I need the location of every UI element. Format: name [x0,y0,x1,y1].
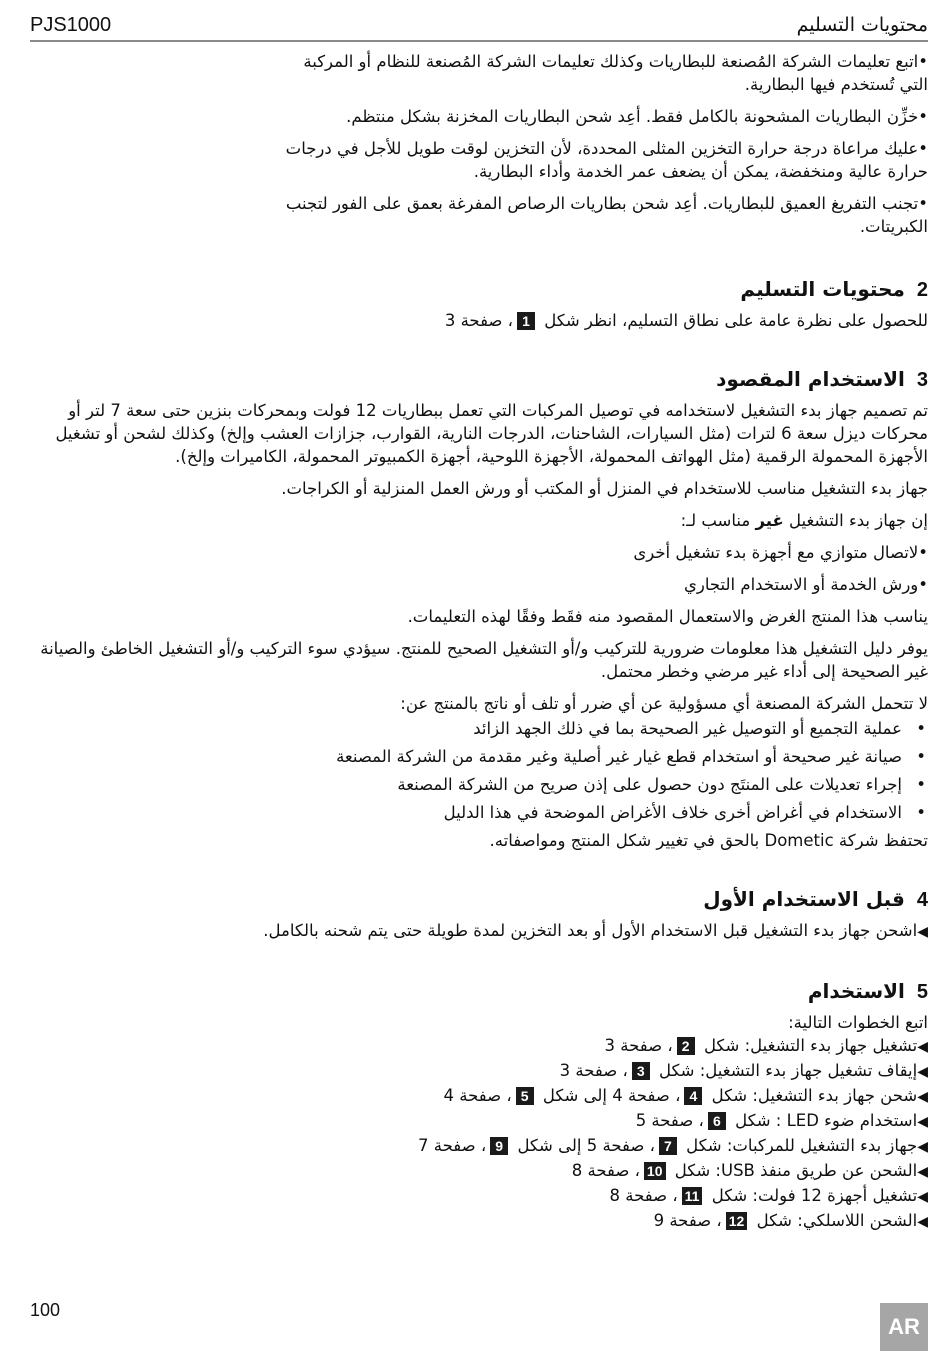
section-4-number: 4 [916,889,928,911]
figure-ref: 5 [516,1087,534,1105]
section-2-number: 2 [916,279,928,301]
step-line: ◀الشحن اللاسلكي: شكل 12، صفحة 9 [653,1211,928,1230]
intro-bullet-4b: الكبريتات. [859,217,928,236]
section-3-p2: جهاز بدء التشغيل مناسب للاستخدام في المنزل أو المكتب أو ورش العمل المنزلية أو الكراجات. [281,479,928,498]
figure-ref: 4 [684,1087,702,1105]
header-title: محتويات التسليم [796,14,928,36]
figure-ref: 9 [490,1137,508,1155]
section-5-title: الاستخدام [807,979,905,1003]
arrow-icon: ◀ [917,1064,928,1080]
step-line: ◀تشغيل أجهزة 12 فولت: شكل 11، صفحة 8 [609,1186,928,1205]
arrow-icon: ◀ [917,1139,928,1155]
section-3-p7: تحتفظ شركة Dometic بالحق في تغيير شكل المنتج ومواصفاته. [489,831,928,850]
intro-bullet-2: •خزِّن البطاريات المشحونة بالكامل فقط. أعِد شحن البطاريات المخزنة بشكل منتظم. [346,107,928,126]
section-3-number: 3 [916,369,928,391]
section-3-p3: إن جهاز بدء التشغيل غير مناسب لـ: [680,511,928,530]
figure-ref: 10 [644,1162,666,1180]
step-line: ◀الشحن عن طريق منفذ USB: شكل 10، صفحة 8 [571,1161,928,1180]
intro-bullet-1b: التي تُستخدم فيها البطارية. [744,75,928,94]
figure-ref: 7 [659,1137,677,1155]
section-5-intro: اتبع الخطوات التالية: [788,1013,928,1032]
step-line: ◀إيقاف تشغيل جهاز بدء التشغيل: شكل 3، صفحة 3 [559,1061,928,1080]
section-2 [30,276,928,332]
step-line: ◀استخدام ضوء LED : شكل 6، صفحة 5 [635,1111,928,1130]
section-3-heading [30,366,928,393]
intro-bullet-1a: •اتبع تعليمات الشركة المُصنعة للبطاريات وكذلك تعليمات الشركة المُصنعة للنظام أو المركبة [303,52,928,71]
section-2-heading [30,276,928,303]
list-item: • إجراء تعديلات على المنتَج دون حصول على إذن صريح من الشركة المصنعة [30,773,928,796]
figure-ref: 6 [708,1112,726,1130]
section-4 [30,886,928,944]
arrow-icon: ◀ [917,1089,928,1105]
section-3-p6: لا تتحمل الشركة المصنعة أي مسؤولية عن أي ضرر أو تلف أو ناتج بالمنتج عن: [400,694,928,713]
page-header [30,14,928,42]
section-4-heading [30,886,928,913]
figure-ref: 1 [517,312,535,330]
intro-bullets [30,50,928,238]
step-line: ◀شحن جهاز بدء التشغيل: شكل 4، صفحة 4 إلى شكل 5، صفحة 4 [443,1086,928,1105]
language-tab: AR [880,1303,928,1351]
arrow-icon: ◀ [917,1164,928,1180]
figure-ref: 12 [726,1212,748,1230]
arrow-icon: ◀ [917,1214,928,1230]
section-2-title: محتويات التسليم [740,277,905,301]
figure-ref: 11 [682,1187,703,1205]
step-line: ◀جهاز بدء التشغيل للمركبات: شكل 7، صفحة 5 إلى شكل 9، صفحة 7 [418,1136,928,1155]
section-3-p5: يوفر دليل التشغيل هذا معلومات ضرورية للتركيب و/أو التشغيل الصحيح للمنتج. سيؤدي سوء التركيب و/أو التشغيل الخاطئ والصيانة غير الصحيحة إلى أداء غير مرضي وخطر محتمل. [40,639,928,681]
arrow-icon: ◀ [917,1039,928,1055]
figure-ref: 2 [677,1037,695,1055]
page-content [30,50,928,1234]
section-4-step: ◀اشحن جهاز بدء التشغيل قبل الاستخدام الأول أو بعد التخزين لمدة طويلة حتى يتم شحنه بالكامل. [263,921,928,940]
section-5-number: 5 [916,981,928,1003]
step-line: ◀تشغيل جهاز بدء التشغيل: شكل 2، صفحة 3 [604,1036,928,1055]
section-2-text: للحصول على نظرة عامة على نطاق التسليم، انظر شكل 1، صفحة 3 [444,311,928,330]
list-item: • صيانة غير صحيحة أو استخدام قطع غيار غير أصلية وغير مقدمة من الشركة المصنعة [30,745,928,768]
liability-list [30,717,928,824]
section-5 [30,978,928,1234]
section-5-heading [30,978,928,1005]
intro-bullet-3b: حرارة عالية ومنخفضة، يمكن أن يضعف عمر الخدمة وأداء البطارية. [473,162,928,181]
section-3-list-2: •ورش الخدمة أو الاستخدام التجاري [683,575,928,594]
arrow-icon: ◀ [917,1114,928,1130]
section-3 [30,366,928,852]
section-4-title: قبل الاستخدام الأول [703,887,905,911]
page-number: 100 [30,1300,61,1320]
section-3-list-1: •لاتصال متوازي مع أجهزة بدء تشغيل أخرى [633,543,928,562]
arrow-icon: ◀ [917,924,928,940]
section-3-title: الاستخدام المقصود [716,367,905,391]
section-3-p1: تم تصميم جهاز بدء التشغيل لاستخدامه في توصيل المركبات التي تعمل ببطاريات 12 فولت وبمحركات بنزين حتى سعة 7 لتر أو محركات ديزل سعة 6 لترات (مثل السيارات، الشاحنات، الدرجات النارية، القوارب، جزازات العشب وإلخ) وكذلك لشحن أو تشغيل الأجهزة المحمولة الرقمية (مثل الهواتف المحمولة، الأجهزة اللوحية، أجهزة الكمبيوتر المحمولة، الكاميرات وإلخ). [55,401,928,466]
intro-bullet-4a: •تجنب التفريغ العميق للبطاريات. أعِد شحن بطاريات الرصاص المفرغة بعمق على الفور لتجنب [285,194,928,213]
arrow-icon: ◀ [917,1189,928,1205]
intro-bullet-3a: •عليك مراعاة درجة حرارة التخزين المثلى المحددة، لأن التخزين لوقت طويل للأجل في درجات [285,139,928,158]
section-3-p4: يناسب هذا المنتج الغرض والاستعمال المقصود منه فقَط وفقًا لهذه التعليمات. [407,607,928,626]
model-name: PJS1000 [30,14,112,36]
list-item: • الاستخدام في أغراض أخرى خلاف الأغراض الموضحة في هذا الدليل [30,801,928,824]
figure-ref: 3 [632,1062,650,1080]
list-item: • عملية التجميع أو التوصيل غير الصحيحة بما في ذلك الجهد الزائد [30,717,928,740]
